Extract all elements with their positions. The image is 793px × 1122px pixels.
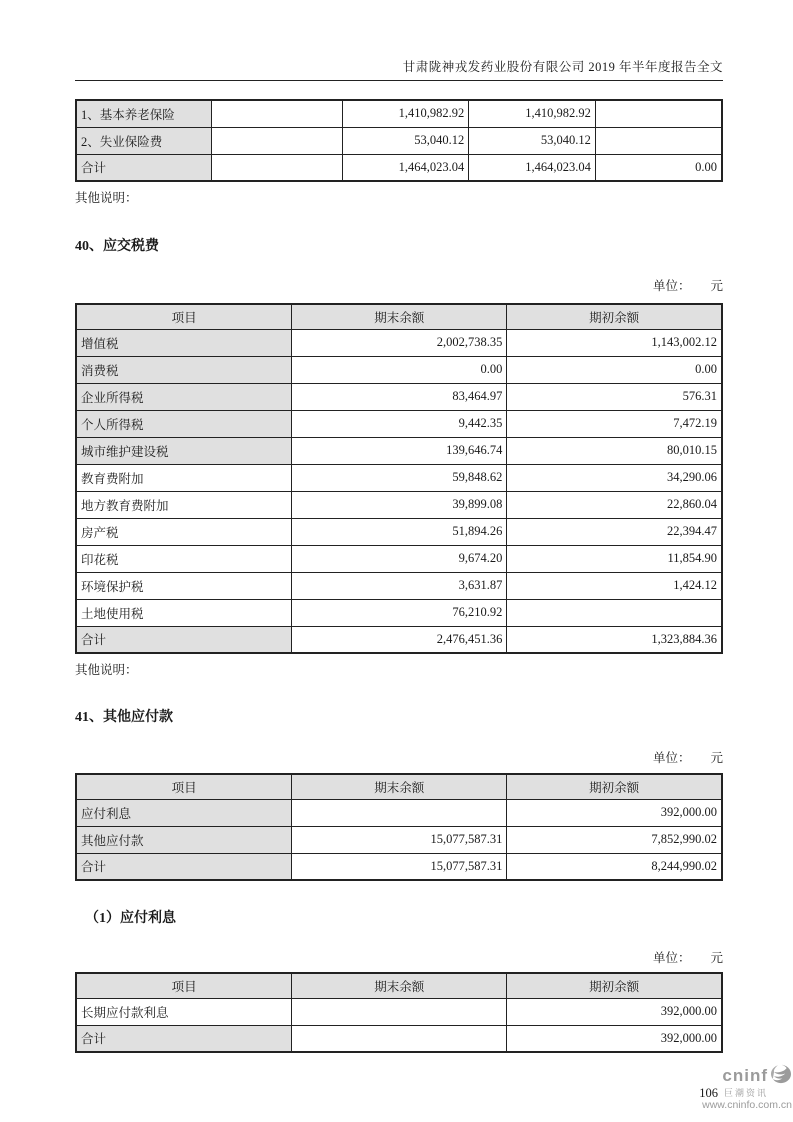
value-cell bbox=[211, 154, 342, 181]
value-cell: 3,631.87 bbox=[292, 572, 507, 599]
taxes-payable-table bbox=[75, 303, 723, 654]
table-row bbox=[76, 491, 722, 518]
cninfo-url: www.cninfo.com.cn bbox=[702, 1099, 792, 1112]
unit-line bbox=[75, 276, 723, 294]
value-cell: 51,894.26 bbox=[292, 518, 507, 545]
table-header-row bbox=[76, 304, 722, 329]
value-cell: 83,464.97 bbox=[292, 383, 507, 410]
value-cell bbox=[595, 100, 722, 127]
value-cell: 7,472.19 bbox=[507, 410, 722, 437]
value-cell: 1,323,884.36 bbox=[507, 626, 722, 653]
table-row bbox=[76, 464, 722, 491]
value-cell: 1,424.12 bbox=[507, 572, 722, 599]
value-cell bbox=[292, 1025, 507, 1052]
unit-line bbox=[75, 748, 723, 766]
value-cell bbox=[211, 127, 342, 154]
column-header: 期初余额 bbox=[507, 304, 722, 329]
page-number: 106 bbox=[699, 1086, 718, 1100]
row-label-cell: 城市维护建设税 bbox=[76, 437, 292, 464]
value-cell: 76,210.92 bbox=[292, 599, 507, 626]
value-cell: 53,040.12 bbox=[469, 127, 596, 154]
value-cell: 392,000.00 bbox=[507, 799, 722, 826]
value-cell: 8,244,990.02 bbox=[507, 853, 722, 880]
table-row bbox=[76, 826, 722, 853]
unit-label: 单位： bbox=[652, 951, 691, 965]
unit-line bbox=[75, 948, 723, 966]
value-cell: 34,290.06 bbox=[507, 464, 722, 491]
row-label-cell: 企业所得税 bbox=[76, 383, 292, 410]
value-cell bbox=[595, 127, 722, 154]
row-label-cell: 应付利息 bbox=[76, 799, 292, 826]
row-label-cell: 1、基本养老保险 bbox=[76, 100, 211, 127]
table-row bbox=[76, 626, 722, 653]
row-label-cell: 其他应付款 bbox=[76, 826, 292, 853]
table-row bbox=[76, 599, 722, 626]
table-row bbox=[76, 329, 722, 356]
value-cell bbox=[211, 100, 342, 127]
value-cell: 576.31 bbox=[507, 383, 722, 410]
column-header: 期末余额 bbox=[292, 973, 507, 998]
cninfo-subtitle: 巨潮资讯 bbox=[723, 1087, 768, 1098]
value-cell: 392,000.00 bbox=[507, 1025, 722, 1052]
value-cell: 1,143,002.12 bbox=[507, 329, 722, 356]
row-label-cell: 合计 bbox=[76, 626, 292, 653]
document-header-title: 甘肃陇神戎发药业股份有限公司 2019 年半年度报告全文 bbox=[402, 60, 723, 74]
unit-label: 单位： bbox=[652, 751, 691, 765]
table-row bbox=[76, 127, 722, 154]
row-label-cell: 印花税 bbox=[76, 545, 292, 572]
unit-value: 元 bbox=[710, 751, 723, 765]
table-header-row bbox=[76, 973, 722, 998]
value-cell: 1,410,982.92 bbox=[469, 100, 596, 127]
value-cell: 0.00 bbox=[507, 356, 722, 383]
column-header: 期初余额 bbox=[507, 973, 722, 998]
value-cell: 22,394.47 bbox=[507, 518, 722, 545]
value-cell: 11,854.90 bbox=[507, 545, 722, 572]
table-row bbox=[76, 154, 722, 181]
row-label-cell: 个人所得税 bbox=[76, 410, 292, 437]
table-row bbox=[76, 100, 722, 127]
table-row bbox=[76, 998, 722, 1025]
subsection-interest-title: （1）应付利息 bbox=[85, 911, 176, 926]
value-cell: 392,000.00 bbox=[507, 998, 722, 1025]
value-cell: 2,476,451.36 bbox=[292, 626, 507, 653]
value-cell: 139,646.74 bbox=[292, 437, 507, 464]
other-notes-label: 其他说明： bbox=[75, 191, 138, 205]
row-label-cell: 消费税 bbox=[76, 356, 292, 383]
cninfo-swirl-icon bbox=[770, 1064, 792, 1089]
unit-value: 元 bbox=[710, 279, 723, 293]
table-row bbox=[76, 853, 722, 880]
cninfo-brand-text: cninf bbox=[722, 1065, 768, 1085]
row-label-cell: 增值税 bbox=[76, 329, 292, 356]
column-header: 项目 bbox=[76, 973, 292, 998]
value-cell: 0.00 bbox=[595, 154, 722, 181]
value-cell bbox=[292, 998, 507, 1025]
social-insurance-table bbox=[75, 99, 723, 182]
value-cell: 0.00 bbox=[292, 356, 507, 383]
table-row bbox=[76, 799, 722, 826]
table-row bbox=[76, 437, 722, 464]
value-cell: 80,010.15 bbox=[507, 437, 722, 464]
section-40-title: 40、应交税费 bbox=[75, 239, 159, 254]
value-cell bbox=[292, 799, 507, 826]
value-cell: 1,410,982.92 bbox=[342, 100, 469, 127]
cninfo-watermark bbox=[702, 1064, 792, 1112]
value-cell: 59,848.62 bbox=[292, 464, 507, 491]
interest-payable-table bbox=[75, 972, 723, 1053]
value-cell: 2,002,738.35 bbox=[292, 329, 507, 356]
value-cell: 53,040.12 bbox=[342, 127, 469, 154]
row-label-cell: 长期应付款利息 bbox=[76, 998, 292, 1025]
table-row bbox=[76, 410, 722, 437]
column-header: 期末余额 bbox=[292, 304, 507, 329]
unit-label: 单位： bbox=[652, 279, 691, 293]
page-content bbox=[75, 0, 723, 1101]
other-notes-label: 其他说明： bbox=[75, 663, 138, 677]
value-cell bbox=[507, 599, 722, 626]
table-row bbox=[76, 545, 722, 572]
value-cell: 9,674.20 bbox=[292, 545, 507, 572]
value-cell: 7,852,990.02 bbox=[507, 826, 722, 853]
value-cell: 1,464,023.04 bbox=[469, 154, 596, 181]
table-header-row bbox=[76, 774, 722, 799]
header-rule bbox=[75, 80, 723, 81]
table-row bbox=[76, 518, 722, 545]
table-row bbox=[76, 1025, 722, 1052]
row-label-cell: 合计 bbox=[76, 154, 211, 181]
table-row bbox=[76, 572, 722, 599]
column-header: 项目 bbox=[76, 304, 292, 329]
row-label-cell: 房产税 bbox=[76, 518, 292, 545]
value-cell: 22,860.04 bbox=[507, 491, 722, 518]
row-label-cell: 地方教育费附加 bbox=[76, 491, 292, 518]
value-cell: 9,442.35 bbox=[292, 410, 507, 437]
value-cell: 15,077,587.31 bbox=[292, 826, 507, 853]
section-41-title: 41、其他应付款 bbox=[75, 710, 173, 725]
value-cell: 15,077,587.31 bbox=[292, 853, 507, 880]
row-label-cell: 教育费附加 bbox=[76, 464, 292, 491]
table-row bbox=[76, 383, 722, 410]
column-header: 期末余额 bbox=[292, 774, 507, 799]
row-label-cell: 土地使用税 bbox=[76, 599, 292, 626]
row-label-cell: 合计 bbox=[76, 853, 292, 880]
value-cell: 1,464,023.04 bbox=[342, 154, 469, 181]
row-label-cell: 2、失业保险费 bbox=[76, 127, 211, 154]
column-header: 期初余额 bbox=[507, 774, 722, 799]
column-header: 项目 bbox=[76, 774, 292, 799]
table-row bbox=[76, 356, 722, 383]
row-label-cell: 合计 bbox=[76, 1025, 292, 1052]
other-payables-table bbox=[75, 773, 723, 881]
unit-value: 元 bbox=[710, 951, 723, 965]
value-cell: 39,899.08 bbox=[292, 491, 507, 518]
row-label-cell: 环境保护税 bbox=[76, 572, 292, 599]
